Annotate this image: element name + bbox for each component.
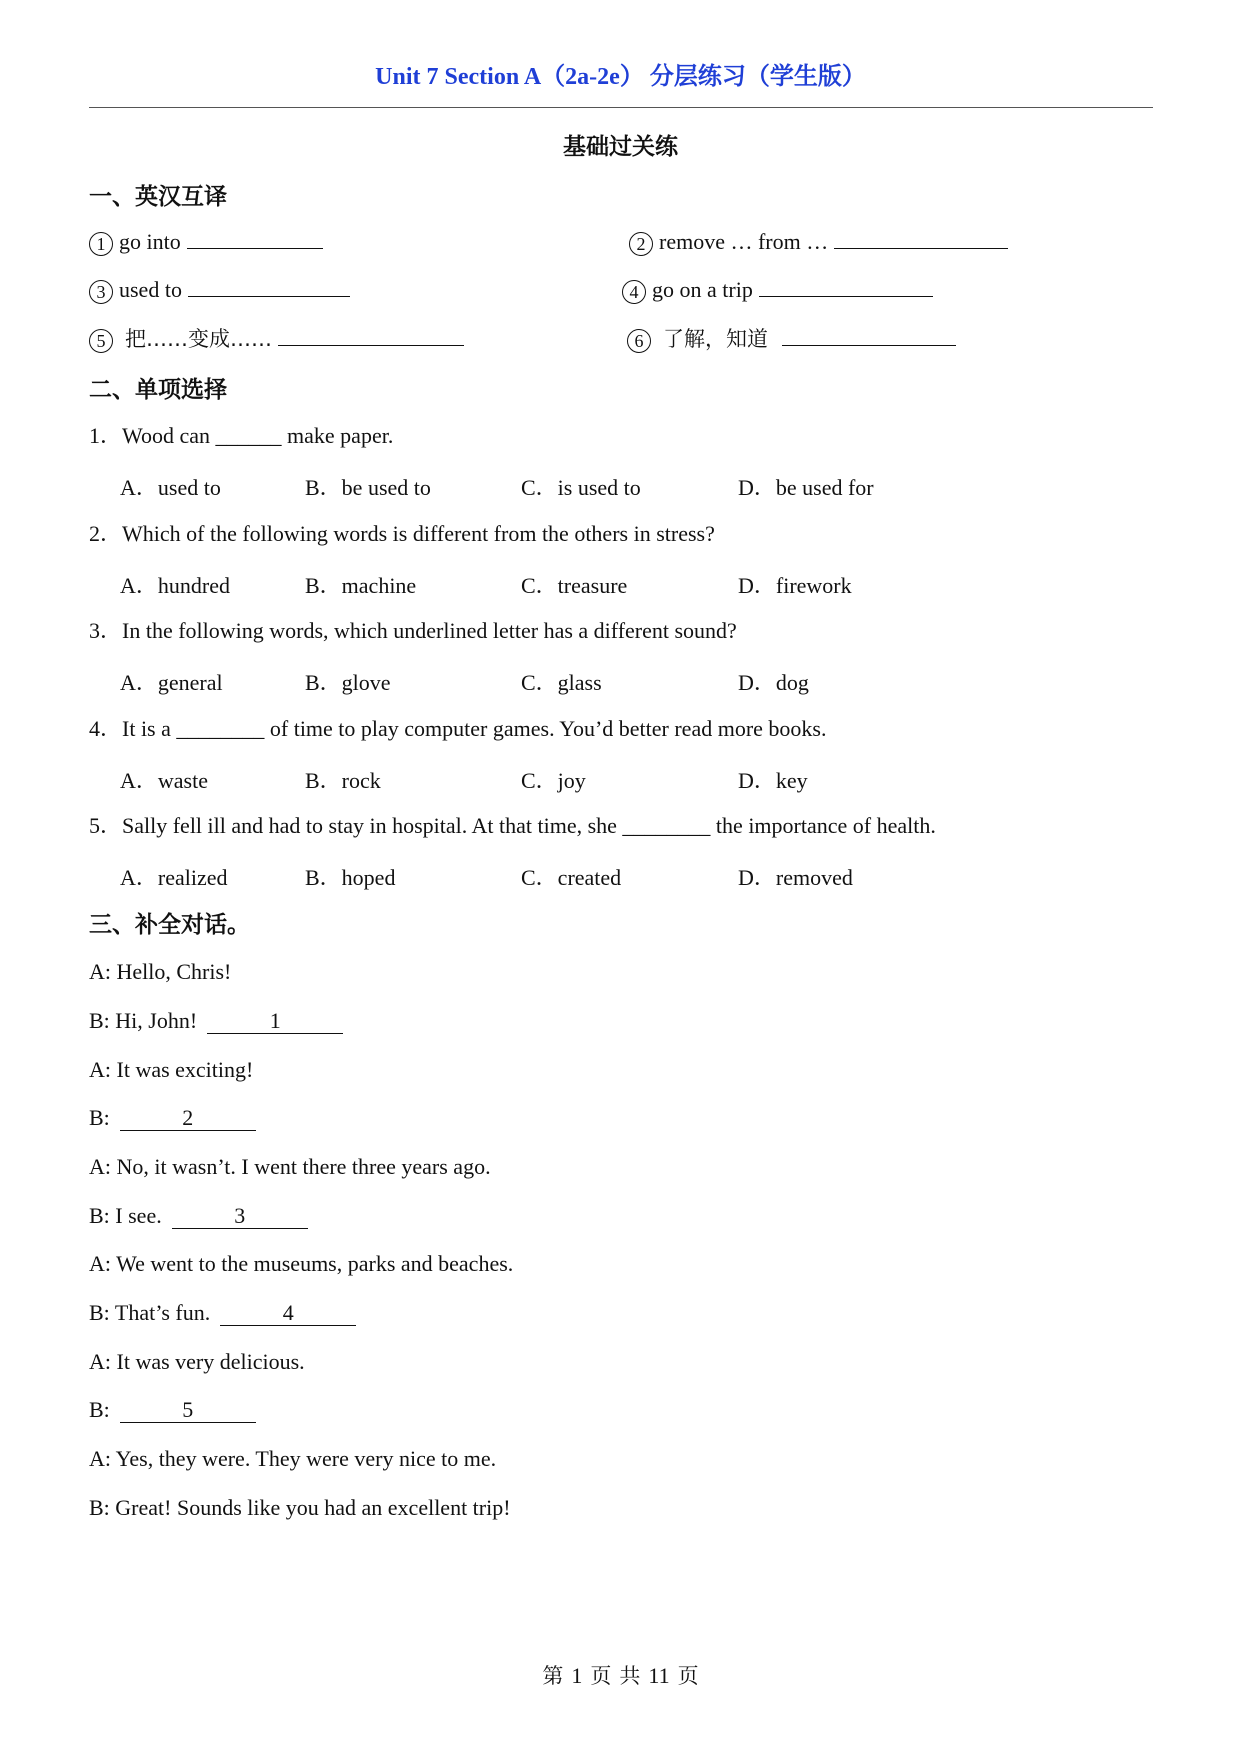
question-5-option-c[interactable]: C．created [521,865,622,890]
circled-number: 3 [89,280,113,304]
circled-number: 1 [89,232,113,256]
footer-label: 第 [542,1664,564,1688]
dialogue-line: A: Yes, they were. They were very nice to me. [89,1446,497,1471]
answer-blank[interactable] [278,325,464,346]
translation-text: 把……变成…… [125,327,272,351]
question-2-option-b[interactable]: B．machine [305,573,417,598]
circled-number: 2 [629,232,653,256]
translation-text: used to [119,277,182,302]
page-header-title: Unit 7 Section A（2a-2e） 分层练习（学生版） [375,64,866,90]
section1-title: 一、英汉互译 [89,184,227,210]
section3-title: 三、补全对话。 [89,912,250,938]
translation-item-1 [89,228,323,256]
dialogue-line-with-blank [89,1202,308,1230]
level-title: 基础过关练 [563,134,678,160]
question-4-option-d[interactable]: D．key [738,768,808,793]
dialogue-blank[interactable]: 2 [120,1106,256,1131]
question-3-option-d[interactable]: D．dog [738,670,809,695]
dialogue-text: B: [89,1105,110,1130]
translation-item-3 [89,276,350,304]
footer-label: 页 [590,1664,612,1688]
answer-blank[interactable] [188,276,350,297]
page-number: 1 [571,1663,583,1688]
question-2-option-a[interactable]: A．hundred [120,573,230,598]
question-4-option-a[interactable]: A．waste [120,768,208,793]
answer-blank[interactable] [187,228,323,249]
question-5-stem: 5．Sally fell ill and had to stay in hospital. At that time, she ________ the importance of health. [89,813,936,838]
question-1-option-b[interactable]: B．be used to [305,475,431,500]
translation-item-4 [622,276,933,304]
dialogue-blank[interactable]: 5 [120,1398,256,1423]
dialogue-line: A: No, it wasn’t. I went there three years ago. [89,1154,491,1179]
dialogue-line: A: It was very delicious. [89,1349,305,1374]
question-1-option-d[interactable]: D．be used for [738,475,874,500]
dialogue-blank[interactable]: 1 [207,1009,343,1034]
dialogue-line-with-blank [89,1104,256,1132]
circled-number: 4 [622,280,646,304]
question-2-option-c[interactable]: C．treasure [521,573,628,598]
circled-number: 5 [89,329,113,353]
dialogue-text: B: That’s fun. [89,1300,211,1325]
question-3-option-b[interactable]: B．glove [305,670,391,695]
question-2-option-d[interactable]: D．firework [738,573,852,598]
dialogue-line: A: We went to the museums, parks and beaches. [89,1251,514,1276]
dialogue-blank[interactable]: 3 [172,1204,308,1229]
translation-item-6 [627,325,956,353]
translation-text: remove … from … [659,229,829,254]
translation-text: 了解，知道 [663,327,768,351]
question-4-stem: 4．It is a ________ of time to play computer games. You’d better read more books. [89,716,827,741]
question-5-option-a[interactable]: A．realized [120,865,228,890]
footer-label: 共 [619,1664,641,1688]
dialogue-text: B: Hi, John! [89,1008,198,1033]
question-3-stem: 3．In the following words, which underlined letter has a different sound? [89,618,737,643]
dialogue-text: B: [89,1397,110,1422]
question-4-option-c[interactable]: C．joy [521,768,586,793]
question-2-stem: 2．Which of the following words is different from the others in stress? [89,521,715,546]
dialogue-line: B: Great! Sounds like you had an excellent trip! [89,1495,511,1520]
translation-text: go on a trip [652,277,753,302]
answer-blank[interactable] [759,276,933,297]
dialogue-line: A: Hello, Chris! [89,959,232,984]
total-pages: 11 [648,1663,670,1688]
footer-label: 页 [677,1664,699,1688]
dialogue-line-with-blank [89,1007,343,1035]
question-1-stem: 1．Wood can ______ make paper. [89,423,394,448]
answer-blank[interactable] [782,325,956,346]
answer-blank[interactable] [834,228,1008,249]
translation-item-2 [629,228,1008,256]
translation-item-5 [89,325,464,353]
section2-title: 二、单项选择 [89,377,227,403]
dialogue-text: B: I see. [89,1203,162,1228]
circled-number: 6 [627,329,651,353]
dialogue-line-with-blank [89,1396,256,1424]
dialogue-blank[interactable]: 4 [220,1301,356,1326]
question-5-option-d[interactable]: D．removed [738,865,853,890]
question-4-option-b[interactable]: B．rock [305,768,381,793]
question-1-option-a[interactable]: A．used to [120,475,221,500]
question-5-option-b[interactable]: B．hoped [305,865,396,890]
page-footer [0,1660,1241,1690]
header-divider [89,107,1153,108]
question-3-option-c[interactable]: C．glass [521,670,602,695]
dialogue-line-with-blank [89,1299,356,1327]
question-1-option-c[interactable]: C．is used to [521,475,641,500]
dialogue-line: A: It was exciting! [89,1057,254,1082]
question-3-option-a[interactable]: A．general [120,670,223,695]
translation-text: go into [119,229,181,254]
